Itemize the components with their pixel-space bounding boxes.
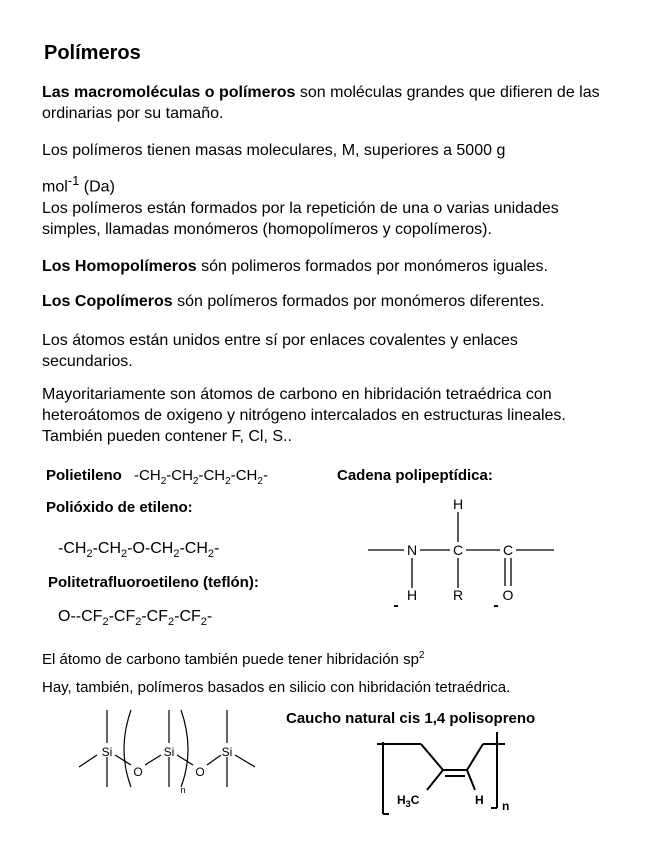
page-title: Polímeros bbox=[44, 42, 141, 64]
definition-text: son moléculas grandes que difieren de las ordinarias por su tamaño. bbox=[42, 84, 600, 122]
teflon-formula: $O--CF_2-CF_2-CF_2-CF_2-$ bbox=[58, 608, 213, 629]
oxygen-atom-1: O bbox=[133, 765, 143, 779]
repeat-n: n bbox=[180, 785, 186, 795]
atom-n: N bbox=[406, 542, 418, 558]
silicon-atom-2: Si bbox=[163, 745, 175, 759]
paragraph-mass-line2 bbox=[42, 170, 115, 197]
hydrogen-atom: H bbox=[475, 793, 484, 807]
mass-exponent: -1 bbox=[67, 173, 80, 188]
polyethylene-formula: $-CH_2-CH_2-CH_2-CH_2-$ bbox=[134, 467, 268, 487]
paragraph-copolymers bbox=[42, 291, 544, 312]
natural-rubber-label: Caucho natural cis 1,4 polisopreno bbox=[286, 710, 536, 727]
polyethylene-block bbox=[46, 467, 268, 487]
silicon-atom-3: Si bbox=[221, 745, 233, 759]
paragraph-silicon: Hay, también, polímeros basados en silicio con hibridación tetraédrica. bbox=[42, 679, 511, 696]
copolymers-text: són polímeros formados por monómeros diferentes. bbox=[172, 293, 545, 310]
peptide-label: Cadena polipeptídica: bbox=[337, 467, 493, 484]
homopolymers-text: són polimeros formados por monómeros iguales. bbox=[196, 258, 548, 275]
atom-c2: C bbox=[502, 542, 514, 558]
repeat-n-rubber: n bbox=[502, 799, 510, 813]
methyl-group: $H_3C$ bbox=[397, 793, 420, 809]
peptide-structure bbox=[360, 492, 570, 610]
atom-h-top: H bbox=[452, 496, 464, 512]
paragraph-carbon: Mayoritariamente son átomos de carbono en hibridación tetraédrica con heteroátomos de oxigeno y nitrógeno intercalados en estructuras lineales. También pueden contener F, Cl, S.. bbox=[42, 386, 566, 445]
homopolymers-term: Los Homopolímeros bbox=[42, 258, 197, 275]
polyethylene-oxide-formula: $-CH_2-CH_2-O-CH_2-CH_2-$ bbox=[58, 540, 220, 561]
atom-r: R bbox=[452, 587, 464, 603]
paragraph-mass-line1: Los polímeros tienen masas moleculares, M, superiores a 5000 g bbox=[42, 142, 506, 159]
paragraph-repetition: Los polímeros están formados por la repetición de una o varias unidades simples, llamadas monómeros (homopolímeros y copolímeros). bbox=[42, 200, 559, 238]
silicon-atom-1: Si bbox=[101, 745, 113, 759]
isoprene-structure bbox=[375, 730, 525, 820]
charge-left: - bbox=[393, 597, 399, 610]
definition-term: Las macromoléculas o polímeros bbox=[42, 84, 296, 101]
atom-o: O bbox=[502, 587, 514, 603]
oxygen-atom-2: O bbox=[195, 765, 205, 779]
atom-c1: C bbox=[452, 542, 464, 558]
teflon-label: Politetrafluoroetileno (teflón): bbox=[48, 574, 259, 591]
atom-h-n: H bbox=[406, 587, 418, 603]
siloxane-structure bbox=[75, 705, 265, 800]
paragraph-sp2: El átomo de carbono también puede tener hibridación $sp^2$ bbox=[42, 650, 425, 668]
mass-unit: mol bbox=[42, 178, 68, 196]
paragraph-bonds: Los átomos están unidos entre sí por enlaces covalentes y enlaces secundarios. bbox=[42, 332, 518, 370]
polyethylene-oxide-label: Polióxido de etileno: bbox=[46, 499, 193, 516]
polyethylene-label: Polietileno bbox=[46, 467, 122, 484]
copolymers-term: Los Copolímeros bbox=[42, 293, 173, 310]
charge-right: - bbox=[493, 597, 499, 610]
paragraph-homopolymers bbox=[42, 256, 548, 277]
paragraph-definition bbox=[42, 82, 617, 124]
mass-tail: (Da) bbox=[79, 178, 115, 196]
